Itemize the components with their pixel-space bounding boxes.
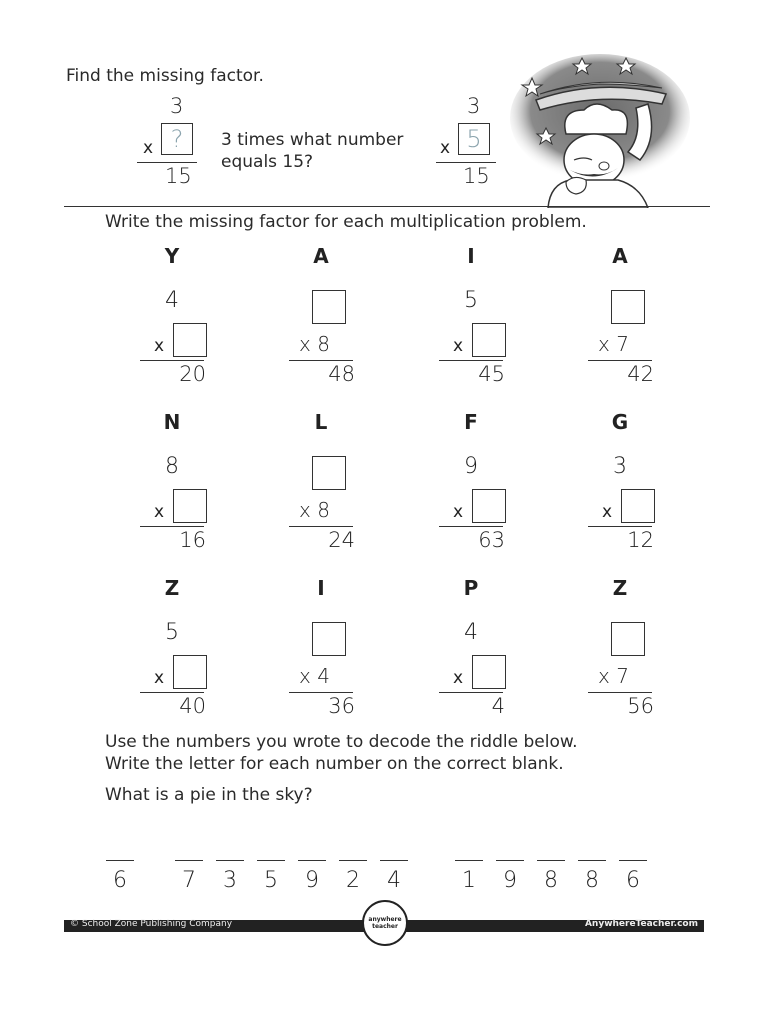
riddle-code-number: 1 [462,868,476,893]
problem-letter: G [611,410,629,434]
product-line [289,692,353,693]
answer-box[interactable] [173,655,207,689]
problem-product: 63 [478,528,505,552]
answer-box[interactable] [472,489,506,523]
problem-letter: A [612,244,628,268]
riddle-code-number: 6 [113,868,127,893]
riddle-blank[interactable] [537,860,565,861]
problem-card [132,576,212,736]
problem-letter: P [463,576,479,600]
riddle-blank[interactable] [455,860,483,861]
example-answer: 15 [165,164,192,188]
problem-product: 36 [328,694,355,718]
product-line [289,526,353,527]
times-symbol: x [154,336,165,356]
times-symbol: x [154,502,165,522]
problem-product: 16 [179,528,206,552]
problem-multiplier: x 8 [299,498,330,522]
product-line [439,692,503,693]
logo-text-top: anywhere [368,916,402,923]
riddle-code-number: 5 [264,868,278,893]
problem-top-factor: 4 [464,620,478,645]
riddle-instruction-line2: Write the letter for each number on the correct blank. [105,754,564,774]
footer-website: AnywhereTeacher.com [584,919,698,929]
problem-product: 40 [179,694,206,718]
answer-box[interactable] [312,290,346,324]
example-solved-box: 5 [458,123,490,155]
problem-letter: I [467,244,475,268]
times-symbol: x [602,502,613,522]
problem-card [431,244,511,404]
problem-multiplier: x 4 [299,664,330,688]
answer-box[interactable] [472,323,506,357]
problem-card [431,576,511,736]
problem-product: 42 [627,362,654,386]
riddle-code-number: 2 [346,868,360,893]
problem-product: 4 [491,694,505,718]
problem-card [132,410,212,570]
riddle-code-number: 8 [585,868,599,893]
problem-product: 48 [328,362,355,386]
problem-letter: A [313,244,329,268]
answer-box[interactable] [472,655,506,689]
example-missing-box: ? [161,123,193,155]
example-answer-line [137,162,197,163]
problem-letter: N [163,410,181,434]
riddle-code-number: 9 [305,868,319,893]
problem-card [580,576,660,736]
product-line [588,692,652,693]
riddle-code-number: 3 [223,868,237,893]
section-instruction: Write the missing factor for each multiplication problem. [105,212,587,232]
problem-top-factor: 4 [165,288,179,313]
riddle-blank[interactable] [339,860,367,861]
problem-product: 20 [179,362,206,386]
problem-top-factor: 3 [613,454,627,479]
product-line [439,526,503,527]
problem-card [580,244,660,404]
example-hint-line1: 3 times what number [221,130,404,150]
answer-box[interactable] [312,456,346,490]
times-symbol: x [453,336,464,356]
problem-card [281,410,361,570]
answer-box[interactable] [312,622,346,656]
times-symbol: x [154,668,165,688]
problem-top-factor: 5 [464,288,478,313]
logo-text-bottom: teacher [372,923,398,930]
riddle-blank[interactable] [496,860,524,861]
riddle-blank[interactable] [106,860,134,861]
product-line [140,692,204,693]
problem-card [281,576,361,736]
example-solved-answer: 15 [463,164,490,188]
problem-card [431,410,511,570]
page-instruction: Find the missing factor. [66,66,264,86]
example-solved-top-number: 3 [467,94,481,118]
riddle-code-number: 6 [626,868,640,893]
apple-logo-icon [362,900,408,946]
example-hint-line2: equals 15? [221,152,314,172]
problem-product: 56 [627,694,654,718]
problem-letter: Z [612,576,628,600]
problem-letter: Z [164,576,180,600]
riddle-blank[interactable] [175,860,203,861]
riddle-code-number: 4 [387,868,401,893]
riddle-question: What is a pie in the sky? [105,785,313,805]
problem-top-factor: 5 [165,620,179,645]
problem-multiplier: x 7 [598,332,629,356]
riddle-blank[interactable] [298,860,326,861]
problem-letter: I [317,576,325,600]
product-line [289,360,353,361]
problem-card [580,410,660,570]
answer-box[interactable] [621,489,655,523]
problem-letter: Y [164,244,180,268]
problem-letter: L [314,410,328,434]
problem-product: 24 [328,528,355,552]
product-line [439,360,503,361]
product-line [588,526,652,527]
product-line [140,526,204,527]
chef-illustration [508,48,712,208]
riddle-blank[interactable] [619,860,647,861]
problem-multiplier: x 7 [598,664,629,688]
example-solved-answer-line [436,162,496,163]
problem-multiplier: x 8 [299,332,330,356]
times-symbol: x [453,502,464,522]
problem-top-factor: 9 [464,454,478,479]
example-times-symbol: x [143,138,154,158]
answer-box[interactable] [173,323,207,357]
riddle-code-number: 8 [544,868,558,893]
problem-product: 45 [478,362,505,386]
riddle-instruction-line1: Use the numbers you wrote to decode the riddle below. [105,732,578,752]
answer-box[interactable] [611,290,645,324]
riddle-blank[interactable] [380,860,408,861]
problem-product: 12 [627,528,654,552]
section-divider [64,206,710,207]
problem-letter: F [464,410,478,434]
times-symbol: x [453,668,464,688]
riddle-blank[interactable] [257,860,285,861]
answer-box[interactable] [611,622,645,656]
example-solved-times-symbol: x [440,138,451,158]
product-line [140,360,204,361]
riddle-blank[interactable] [216,860,244,861]
answer-box[interactable] [173,489,207,523]
example-top-number: 3 [170,94,184,118]
footer-copyright: © School Zone Publishing Company [70,919,233,929]
riddle-code-number: 7 [182,868,196,893]
riddle-code-number: 9 [503,868,517,893]
problem-card [281,244,361,404]
problem-top-factor: 8 [165,454,179,479]
problem-card [132,244,212,404]
product-line [588,360,652,361]
riddle-blank[interactable] [578,860,606,861]
